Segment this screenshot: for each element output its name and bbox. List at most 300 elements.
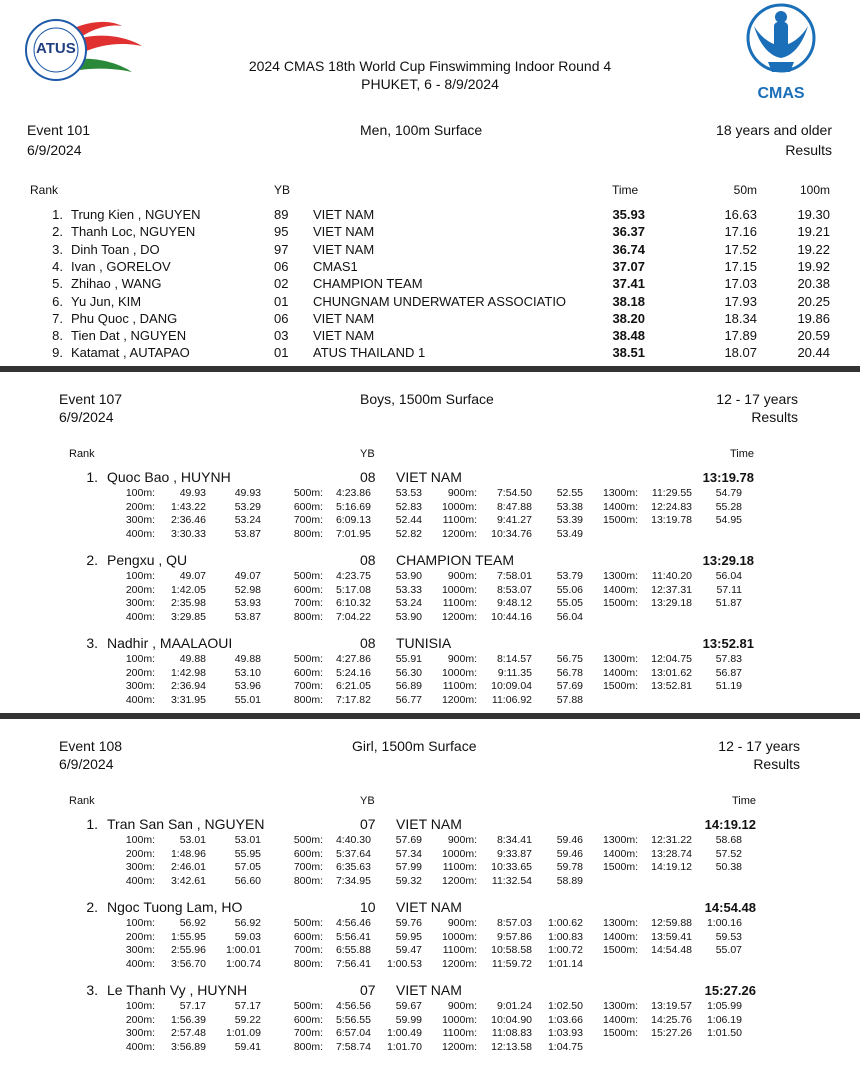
split-lap: 53.87 — [234, 528, 261, 541]
split-distance: 1000m: — [441, 666, 477, 679]
split-cumulative: 7:58.01 — [496, 570, 532, 582]
cmas-logo-text: CMAS — [757, 85, 805, 102]
split-distance: 300m: — [125, 944, 155, 957]
atus-logo-text: ATUS — [36, 40, 76, 57]
split-lap: 49.88 — [234, 653, 261, 665]
split-lap: 55.07 — [715, 944, 742, 957]
athlete-name: Zhihao , WANG — [71, 276, 162, 292]
birth-year: 97 — [274, 241, 289, 257]
team-name: VIET NAM — [313, 310, 375, 326]
split-lap: 1:01.09 — [225, 1027, 261, 1040]
final-time: 38.51 — [612, 345, 645, 361]
split-distance: 1200m: — [441, 875, 477, 888]
split-50m: 18.07 — [724, 345, 757, 361]
result-rank: 1. — [86, 816, 98, 832]
split-100m: 20.59 — [797, 328, 830, 344]
split-lap: 59.95 — [395, 930, 422, 943]
split-distance: 400m: — [125, 694, 155, 707]
split-lap: 53.10 — [234, 666, 261, 679]
split-distance: 600m: — [293, 500, 323, 513]
split-distance: 1200m: — [441, 958, 477, 971]
atus-logo — [22, 12, 152, 82]
split-cumulative: 8:53.07 — [496, 583, 532, 596]
event-date: 6/9/2024 — [27, 142, 82, 158]
split-cumulative: 7:56.41 — [335, 958, 371, 971]
split-distance: 300m: — [125, 597, 155, 610]
split-distance: 300m: — [125, 861, 155, 874]
split-cumulative: 13:59.41 — [651, 930, 692, 943]
split-distance: 1100m: — [442, 597, 477, 610]
final-time: 36.74 — [612, 241, 645, 257]
split-distance: 100m: — [125, 834, 155, 846]
result-rank: 8. — [52, 328, 63, 344]
split-lap: 51.19 — [715, 680, 742, 693]
split-distance: 1200m: — [441, 694, 477, 707]
split-cumulative: 6:55.88 — [335, 944, 371, 957]
section-divider — [0, 366, 860, 372]
result-rank: 2. — [86, 552, 98, 568]
split-cumulative: 12:59.88 — [651, 917, 692, 929]
split-cumulative: 5:56.41 — [335, 930, 371, 943]
split-cumulative: 5:16.69 — [335, 500, 371, 513]
result-rank: 9. — [52, 345, 63, 361]
result-rank: 7. — [52, 310, 63, 326]
split-lap: 59.32 — [395, 875, 422, 888]
athlete-name: Yu Jun, KIM — [71, 293, 142, 309]
result-rank: 6. — [52, 293, 63, 309]
split-distance: 1300m: — [602, 1000, 638, 1012]
event-category: 12 - 17 years — [716, 391, 798, 407]
split-cumulative: 6:57.04 — [335, 1027, 371, 1040]
split-lap: 1:02.50 — [547, 1000, 583, 1012]
split-lap: 1:00.83 — [547, 930, 583, 943]
athlete-name: Ngoc Tuong Lam, HO — [107, 899, 243, 915]
split-cumulative: 7:04.22 — [335, 611, 371, 624]
final-time: 14:19.12 — [704, 817, 756, 832]
result-rank: 2. — [52, 224, 63, 240]
split-cumulative: 6:21.05 — [335, 680, 371, 693]
split-lap: 53.29 — [234, 500, 261, 513]
team-name: VIET NAM — [396, 469, 462, 485]
split-lap: 55.95 — [234, 847, 261, 860]
split-cumulative: 9:57.86 — [496, 930, 532, 943]
team-name: VIET NAM — [313, 328, 375, 344]
split-cumulative: 2:57.48 — [170, 1027, 206, 1040]
split-cumulative: 3:42.61 — [170, 875, 206, 888]
team-name: VIET NAM — [313, 224, 375, 240]
final-time: 13:19.78 — [702, 470, 754, 485]
split-distance: 1000m: — [441, 930, 477, 943]
split-distance: 100m: — [125, 487, 155, 499]
split-lap: 59.46 — [556, 847, 583, 860]
split-lap: 58.89 — [556, 875, 583, 888]
split-distance: 200m: — [125, 847, 155, 860]
team-name: ATUS THAILAND 1 — [313, 345, 426, 361]
split-lap: 1:00.49 — [386, 1027, 422, 1040]
split-distance: 400m: — [125, 528, 155, 541]
split-lap: 57.83 — [715, 653, 742, 665]
final-time: 35.93 — [612, 207, 645, 222]
split-cumulative: 2:46.01 — [170, 861, 206, 874]
split-distance: 1400m: — [602, 847, 638, 860]
team-name: VIET NAM — [396, 899, 462, 915]
split-cumulative: 8:14.57 — [496, 653, 532, 665]
split-distance: 800m: — [293, 694, 323, 707]
split-lap: 59.03 — [234, 930, 261, 943]
birth-year: 02 — [274, 276, 289, 292]
split-distance: 500m: — [293, 834, 323, 846]
split-distance: 500m: — [293, 917, 323, 929]
split-distance: 100m: — [125, 917, 155, 929]
event-category: 18 years and older — [716, 122, 832, 138]
split-lap: 53.96 — [234, 680, 261, 693]
final-time: 37.07 — [612, 258, 645, 274]
split-distance: 900m: — [447, 653, 477, 665]
result-rank: 4. — [52, 258, 63, 274]
split-cumulative: 3:56.70 — [170, 958, 206, 971]
split-cumulative: 12:24.83 — [651, 500, 692, 513]
split-cumulative: 49.07 — [179, 570, 206, 582]
split-distance: 200m: — [125, 930, 155, 943]
split-lap: 57.69 — [556, 680, 583, 693]
birth-year: 07 — [360, 816, 376, 832]
split-distance: 1100m: — [442, 514, 477, 527]
split-lap: 55.05 — [556, 597, 583, 610]
split-cumulative: 7:01.95 — [335, 528, 371, 541]
split-lap: 54.79 — [715, 487, 742, 499]
split-distance: 600m: — [293, 847, 323, 860]
split-cumulative: 10:34.76 — [491, 528, 532, 541]
final-time: 13:52.81 — [702, 636, 754, 651]
final-time: 36.37 — [612, 224, 645, 240]
split-distance: 1300m: — [602, 917, 638, 929]
split-distance: 800m: — [293, 528, 323, 541]
split-cumulative: 1:42.05 — [170, 583, 206, 596]
split-cumulative: 13:01.62 — [651, 666, 692, 679]
split-lap: 1:04.75 — [547, 1041, 583, 1054]
split-cumulative: 13:19.78 — [651, 514, 692, 527]
result-rank: 2. — [86, 899, 98, 915]
team-name: VIET NAM — [313, 207, 375, 222]
split-cumulative: 9:33.87 — [496, 847, 532, 860]
final-time: 38.20 — [612, 310, 645, 326]
team-name: CMAS1 — [313, 258, 358, 274]
split-lap: 53.79 — [556, 570, 583, 582]
split-distance: 1500m: — [602, 597, 638, 610]
split-cumulative: 11:32.54 — [491, 875, 532, 888]
event-name: Girl, 1500m Surface — [352, 738, 477, 754]
team-name: CHAMPION TEAM — [396, 552, 514, 568]
split-distance: 1000m: — [441, 500, 477, 513]
split-100m: 19.92 — [797, 258, 830, 274]
team-name: VIET NAM — [313, 241, 375, 257]
split-distance: 1200m: — [441, 1041, 477, 1054]
final-time: 37.41 — [612, 276, 645, 292]
split-lap: 59.67 — [395, 1000, 422, 1012]
split-lap: 49.07 — [234, 570, 261, 582]
split-lap: 1:01.14 — [547, 958, 583, 971]
split-lap: 56.77 — [395, 694, 422, 707]
result-rank: 3. — [86, 635, 98, 651]
split-cumulative: 2:36.46 — [170, 514, 206, 527]
split-distance: 1500m: — [602, 861, 638, 874]
section-divider — [0, 713, 860, 719]
athlete-name: Dinh Toan , DO — [71, 241, 160, 257]
split-distance: 700m: — [293, 861, 323, 874]
col-header-yb: YB — [274, 183, 291, 197]
split-lap: 56.04 — [715, 570, 742, 582]
athlete-name: Trung Kien , NGUYEN — [71, 207, 201, 222]
split-cumulative: 7:17.82 — [335, 694, 371, 707]
birth-year: 95 — [274, 224, 289, 240]
split-cumulative: 6:09.13 — [335, 514, 371, 527]
split-cumulative: 12:37.31 — [651, 583, 692, 596]
split-lap: 53.38 — [556, 500, 583, 513]
split-distance: 1300m: — [602, 570, 638, 582]
birth-year: 07 — [360, 982, 376, 998]
split-lap: 58.68 — [715, 834, 742, 846]
split-distance: 1100m: — [442, 861, 477, 874]
split-50m: 17.52 — [724, 241, 757, 257]
split-lap: 53.39 — [556, 514, 583, 527]
split-lap: 52.98 — [234, 583, 261, 596]
split-50m: 16.63 — [724, 207, 757, 222]
athlete-name: Le Thanh Vy , HUYNH — [107, 982, 248, 998]
split-lap: 1:00.16 — [706, 917, 742, 929]
split-distance: 400m: — [125, 958, 155, 971]
split-lap: 1:00.74 — [225, 958, 261, 971]
event-category: 12 - 17 years — [718, 738, 800, 754]
split-lap: 59.76 — [395, 917, 422, 929]
split-distance: 1400m: — [602, 930, 638, 943]
split-cumulative: 1:43.22 — [170, 500, 206, 513]
birth-year: 10 — [360, 899, 376, 915]
split-distance: 600m: — [293, 1013, 323, 1026]
split-lap: 1:05.99 — [706, 1000, 742, 1012]
split-cumulative: 3:56.89 — [170, 1041, 206, 1054]
split-distance: 700m: — [293, 680, 323, 693]
split-cumulative: 10:58.58 — [491, 944, 532, 957]
split-lap: 56.78 — [556, 666, 583, 679]
split-distance: 1400m: — [602, 500, 638, 513]
split-cumulative: 3:30.33 — [170, 528, 206, 541]
results-label: Results — [753, 756, 800, 772]
split-lap: 53.49 — [556, 528, 583, 541]
col-header-yb: YB — [360, 448, 375, 460]
split-cumulative: 4:56.56 — [335, 1000, 371, 1012]
split-distance: 800m: — [293, 1041, 323, 1054]
split-lap: 57.17 — [234, 1000, 261, 1012]
split-cumulative: 7:34.95 — [335, 875, 371, 888]
split-distance: 100m: — [125, 653, 155, 665]
athlete-name: Nadhir , MAALAOUI — [107, 635, 233, 651]
split-distance: 1200m: — [441, 528, 477, 541]
split-cumulative: 8:47.88 — [496, 500, 532, 513]
col-header-100m: 100m — [799, 183, 830, 197]
final-time: 38.18 — [612, 293, 645, 309]
split-distance: 700m: — [293, 944, 323, 957]
split-cumulative: 9:41.27 — [496, 514, 532, 527]
split-lap: 53.90 — [395, 611, 422, 624]
split-lap: 56.92 — [234, 917, 261, 929]
event-name: Men, 100m Surface — [360, 122, 483, 138]
split-50m: 17.93 — [724, 293, 757, 309]
split-cumulative: 7:54.50 — [496, 487, 532, 499]
birth-year: 03 — [274, 328, 289, 344]
split-cumulative: 2:55.96 — [170, 944, 206, 957]
event-number: Event 107 — [59, 391, 123, 407]
split-lap: 59.47 — [395, 944, 422, 957]
athlete-name: Quoc Bao , HUYNH — [107, 469, 231, 485]
split-distance: 500m: — [293, 487, 323, 499]
split-100m: 20.44 — [797, 345, 830, 361]
split-lap: 55.28 — [715, 500, 742, 513]
split-lap: 59.46 — [556, 834, 583, 846]
split-cumulative: 1:56.39 — [170, 1013, 206, 1026]
split-distance: 400m: — [125, 1041, 155, 1054]
split-distance: 900m: — [447, 487, 477, 499]
split-distance: 900m: — [447, 570, 477, 582]
result-rank: 1. — [52, 207, 63, 222]
birth-year: 01 — [274, 293, 289, 309]
split-cumulative: 1:48.96 — [170, 847, 206, 860]
split-cumulative: 6:35.63 — [335, 861, 371, 874]
split-distance: 800m: — [293, 958, 323, 971]
col-header-50m: 50m — [733, 183, 757, 197]
split-lap: 49.93 — [234, 487, 261, 499]
split-distance: 300m: — [125, 1027, 155, 1040]
split-lap: 53.90 — [395, 570, 422, 582]
split-50m: 18.34 — [724, 310, 757, 326]
final-time: 14:54.48 — [704, 900, 756, 915]
split-lap: 55.91 — [395, 653, 422, 665]
split-lap: 57.69 — [395, 834, 422, 846]
split-distance: 1500m: — [602, 680, 638, 693]
event-date: 6/9/2024 — [59, 409, 114, 425]
split-lap: 1:03.66 — [547, 1013, 583, 1026]
split-cumulative: 4:23.86 — [335, 487, 371, 499]
split-cumulative: 3:31.95 — [170, 694, 206, 707]
split-distance: 300m: — [125, 680, 155, 693]
split-lap: 51.87 — [715, 597, 742, 610]
split-lap: 59.41 — [234, 1041, 261, 1054]
split-distance: 500m: — [293, 653, 323, 665]
split-distance: 1300m: — [602, 487, 638, 499]
athlete-name: Ivan , GORELOV — [71, 258, 171, 274]
split-distance: 200m: — [125, 500, 155, 513]
col-header-time: Time — [612, 183, 639, 197]
split-lap: 59.78 — [556, 861, 583, 874]
split-distance: 600m: — [293, 666, 323, 679]
split-cumulative: 10:09.04 — [491, 680, 532, 693]
split-cumulative: 10:33.65 — [491, 861, 532, 874]
birth-year: 06 — [274, 258, 289, 274]
split-distance: 800m: — [293, 611, 323, 624]
split-cumulative: 5:56.55 — [335, 1013, 371, 1026]
split-lap: 53.87 — [234, 611, 261, 624]
split-lap: 56.87 — [715, 666, 742, 679]
split-cumulative: 5:24.16 — [335, 666, 371, 679]
split-distance: 1000m: — [441, 1013, 477, 1026]
split-lap: 57.99 — [395, 861, 422, 874]
split-cumulative: 13:29.18 — [651, 597, 692, 610]
split-lap: 1:00.72 — [547, 944, 583, 957]
split-100m: 20.38 — [797, 276, 830, 292]
page-title: 2024 CMAS 18th World Cup Finswimming Indoor Round 4 — [248, 58, 612, 74]
split-lap: 53.24 — [234, 514, 261, 527]
split-lap: 59.99 — [395, 1013, 422, 1026]
split-distance: 200m: — [125, 1013, 155, 1026]
split-cumulative: 7:58.74 — [335, 1041, 371, 1054]
split-cumulative: 14:19.12 — [651, 861, 692, 874]
split-lap: 57.88 — [556, 694, 583, 707]
birth-year: 08 — [360, 469, 376, 485]
split-distance: 800m: — [293, 875, 323, 888]
split-cumulative: 10:44.16 — [491, 611, 532, 624]
split-100m: 19.30 — [797, 207, 830, 222]
split-lap: 1:03.93 — [547, 1027, 583, 1040]
split-cumulative: 12:31.22 — [651, 834, 692, 846]
split-cumulative: 11:59.72 — [491, 958, 532, 971]
split-lap: 52.55 — [556, 487, 583, 499]
split-distance: 1500m: — [602, 1027, 638, 1040]
col-header-rank: Rank — [30, 183, 59, 197]
split-cumulative: 49.88 — [179, 653, 206, 665]
split-100m: 19.86 — [797, 310, 830, 326]
split-distance: 200m: — [125, 666, 155, 679]
split-distance: 300m: — [125, 514, 155, 527]
split-lap: 59.22 — [234, 1013, 261, 1026]
split-cumulative: 53.01 — [179, 834, 206, 846]
team-name: CHAMPION TEAM — [313, 276, 423, 292]
split-distance: 1400m: — [602, 666, 638, 679]
split-cumulative: 4:56.46 — [335, 917, 371, 929]
split-distance: 1300m: — [602, 653, 638, 665]
split-distance: 700m: — [293, 597, 323, 610]
split-cumulative: 11:08.83 — [491, 1027, 532, 1040]
final-time: 15:27.26 — [704, 983, 756, 998]
split-distance: 900m: — [447, 917, 477, 929]
split-cumulative: 12:04.75 — [651, 653, 692, 665]
split-lap: 53.53 — [395, 487, 422, 499]
split-lap: 1:00.01 — [225, 944, 261, 957]
split-distance: 1400m: — [602, 583, 638, 596]
split-distance: 1200m: — [441, 611, 477, 624]
team-name: VIET NAM — [396, 816, 462, 832]
results-label: Results — [751, 409, 798, 425]
split-cumulative: 8:57.03 — [496, 917, 532, 929]
split-distance: 1500m: — [602, 514, 638, 527]
split-50m: 17.15 — [724, 258, 757, 274]
split-50m: 17.16 — [724, 224, 757, 240]
event-date: 6/9/2024 — [59, 756, 114, 772]
split-distance: 600m: — [293, 930, 323, 943]
split-cumulative: 11:29.55 — [651, 487, 692, 499]
split-distance: 1100m: — [442, 680, 477, 693]
athlete-name: Katamat , AUTAPAO — [71, 345, 190, 361]
result-rank: 3. — [52, 241, 63, 257]
split-distance: 100m: — [125, 1000, 155, 1012]
split-lap: 52.44 — [395, 514, 422, 527]
split-cumulative: 13:28.74 — [651, 847, 692, 860]
birth-year: 89 — [274, 207, 289, 222]
split-cumulative: 14:54.48 — [651, 944, 692, 957]
split-lap: 57.05 — [234, 861, 261, 874]
cmas-logo — [738, 2, 824, 100]
split-lap: 1:01.50 — [706, 1027, 742, 1040]
split-cumulative: 2:35.98 — [170, 597, 206, 610]
split-50m: 17.89 — [724, 328, 757, 344]
